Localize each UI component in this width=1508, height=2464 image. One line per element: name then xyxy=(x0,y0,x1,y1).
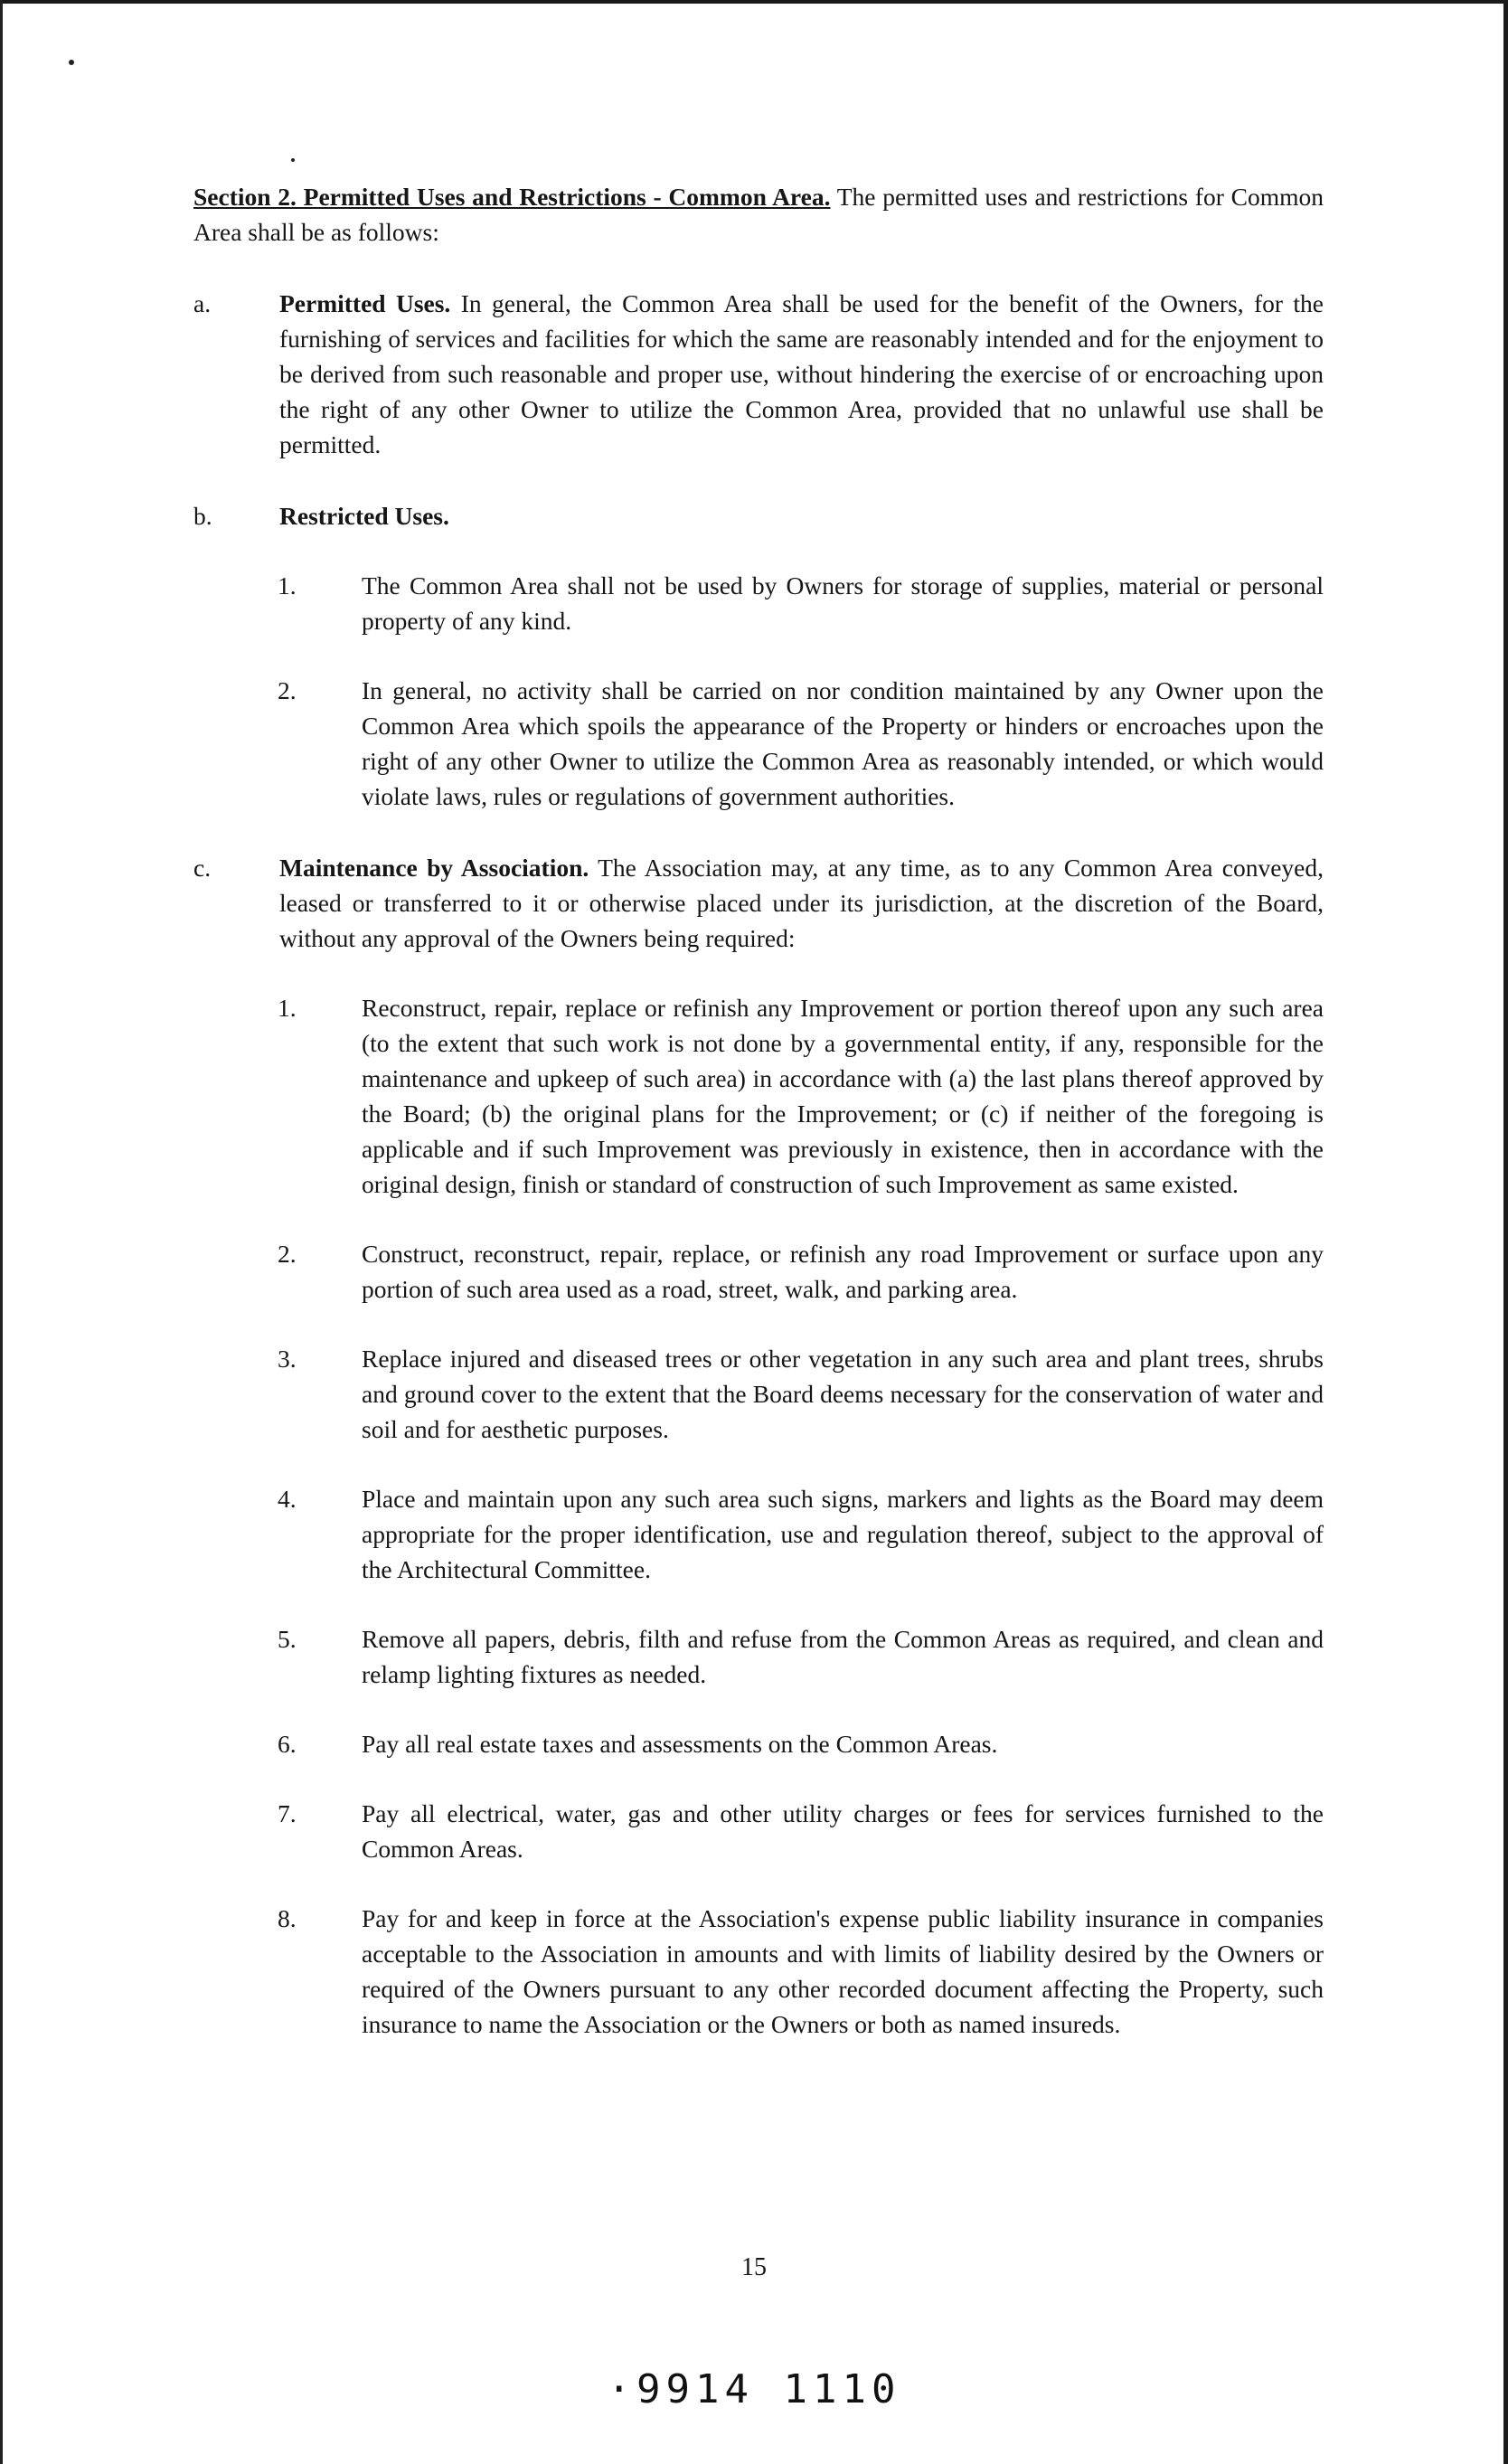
item-marker: a. xyxy=(193,289,212,317)
section-title: Section 2. Permitted Uses and Restrictions - Common Area. xyxy=(193,183,831,211)
subitem-marker: 2. xyxy=(278,676,297,704)
item-c-3 xyxy=(193,1341,1324,1447)
subitem-text: In general, no activity shall be carried on nor condition maintained by any Owner upon the Common Area which spoils the appearance of the Property or hinders or encroaches upon the right of any other Owner to utilize the Common Area as reasonably intended, or which would violate laws, rules or regulations of government authorities. xyxy=(362,676,1324,810)
section-intro: The permitted uses and restrictions for Common Area shall be as follows: xyxy=(193,183,1324,246)
document-code: ·9914 1110 xyxy=(607,2366,901,2412)
item-marker: c. xyxy=(193,854,212,882)
item-b-2 xyxy=(193,673,1324,814)
item-c xyxy=(193,850,1324,956)
scan-border-left xyxy=(0,0,3,2464)
item-title: Maintenance by Association. xyxy=(279,854,589,882)
subitem-marker: 1. xyxy=(278,994,297,1022)
item-title: Restricted Uses. xyxy=(279,502,449,530)
subitem-text: Place and maintain upon any such area such signs, markers and lights as the Board may deem appropriate for the proper identification, use and regulation thereof, subject to the approval of the Architectural Committee. xyxy=(362,1485,1324,1583)
item-marker: b. xyxy=(193,502,212,530)
scan-speck xyxy=(291,158,295,162)
scan-border-top xyxy=(0,0,1508,4)
item-c-5 xyxy=(193,1621,1324,1692)
subitem-marker: 6. xyxy=(278,1730,297,1758)
item-c-1 xyxy=(193,990,1324,1202)
subitem-text: Pay all real estate taxes and assessments on the Common Areas. xyxy=(362,1730,998,1758)
subitem-text: Remove all papers, debris, filth and refuse from the Common Areas as required, and clean and relamp lighting fixtures as needed. xyxy=(362,1625,1324,1688)
subitem-text: Replace injured and diseased trees or other vegetation in any such area and plant trees, shrubs and ground cover to the extent that the Board deems necessary for the conservation of water and soil and for aesthetic purposes. xyxy=(362,1345,1324,1443)
subitem-text: Reconstruct, repair, replace or refinish any Improvement or portion thereof upon any such area (to the extent that such work is not done by a governmental entity, if any, responsible for the maintenance and upkeep of such area) in accordance with (a) the last plans thereof approved by the Board; (b) the original plans for the Improvement; or (c) if neither of the foregoing is applicable and if such Improvement was previously in existence, then in accordance with the original design, finish or standard of construction of such Improvement as same existed. xyxy=(362,994,1324,1198)
subitem-marker: 7. xyxy=(278,1799,297,1827)
document-page xyxy=(193,179,1324,2042)
subitem-marker: 4. xyxy=(278,1485,297,1513)
page-number: 15 xyxy=(741,2253,767,2281)
item-b xyxy=(193,498,1324,533)
subitem-marker: 5. xyxy=(278,1625,297,1653)
subitem-marker: 8. xyxy=(278,1904,297,1932)
scan-speck xyxy=(69,60,74,65)
subitem-marker: 2. xyxy=(278,1240,297,1268)
item-b-1 xyxy=(193,568,1324,638)
subitem-text: Construct, reconstruct, repair, replace, or refinish any road Improvement or surface upon any portion of such area used as a road, street, walk, and parking area. xyxy=(362,1240,1324,1303)
subitem-text: Pay for and keep in force at the Association's expense public liability insurance in companies acceptable to the Association in amounts and with limits of liability desired by the Owners or required of the Owners pursuant to any other recorded document affecting the Property, such insurance to name the Association or the Owners or both as named insureds. xyxy=(362,1904,1324,2038)
item-text: In general, the Common Area shall be used for the benefit of the Owners, for the furnishing of services and facilities for which the same are reasonably intended and for the enjoyment to be derived from such reasonable and proper use, without hindering the exercise of or encroaching upon the right of any other Owner to utilize the Common Area, provided that no unlawful use shall be permitted. xyxy=(279,289,1324,458)
section-heading xyxy=(193,179,1324,250)
scan-border-right xyxy=(1503,0,1508,2464)
item-c-8 xyxy=(193,1901,1324,2042)
item-text: The Association may, at any time, as to any Common Area conveyed, leased or transferred to it or otherwise placed under its jurisdiction, at the discretion of the Board, without any approval of the Owners being required: xyxy=(279,854,1324,952)
item-c-7 xyxy=(193,1796,1324,1866)
subitem-marker: 3. xyxy=(278,1345,297,1373)
item-c-2 xyxy=(193,1236,1324,1307)
item-c-6 xyxy=(193,1726,1324,1761)
item-title: Permitted Uses. xyxy=(279,289,451,317)
subitem-marker: 1. xyxy=(278,571,297,599)
item-a xyxy=(193,286,1324,462)
item-c-4 xyxy=(193,1481,1324,1587)
subitem-text: Pay all electrical, water, gas and other utility charges or fees for services furnished to the Common Areas. xyxy=(362,1799,1324,1863)
subitem-text: The Common Area shall not be used by Owners for storage of supplies, material or personal property of any kind. xyxy=(362,571,1324,635)
